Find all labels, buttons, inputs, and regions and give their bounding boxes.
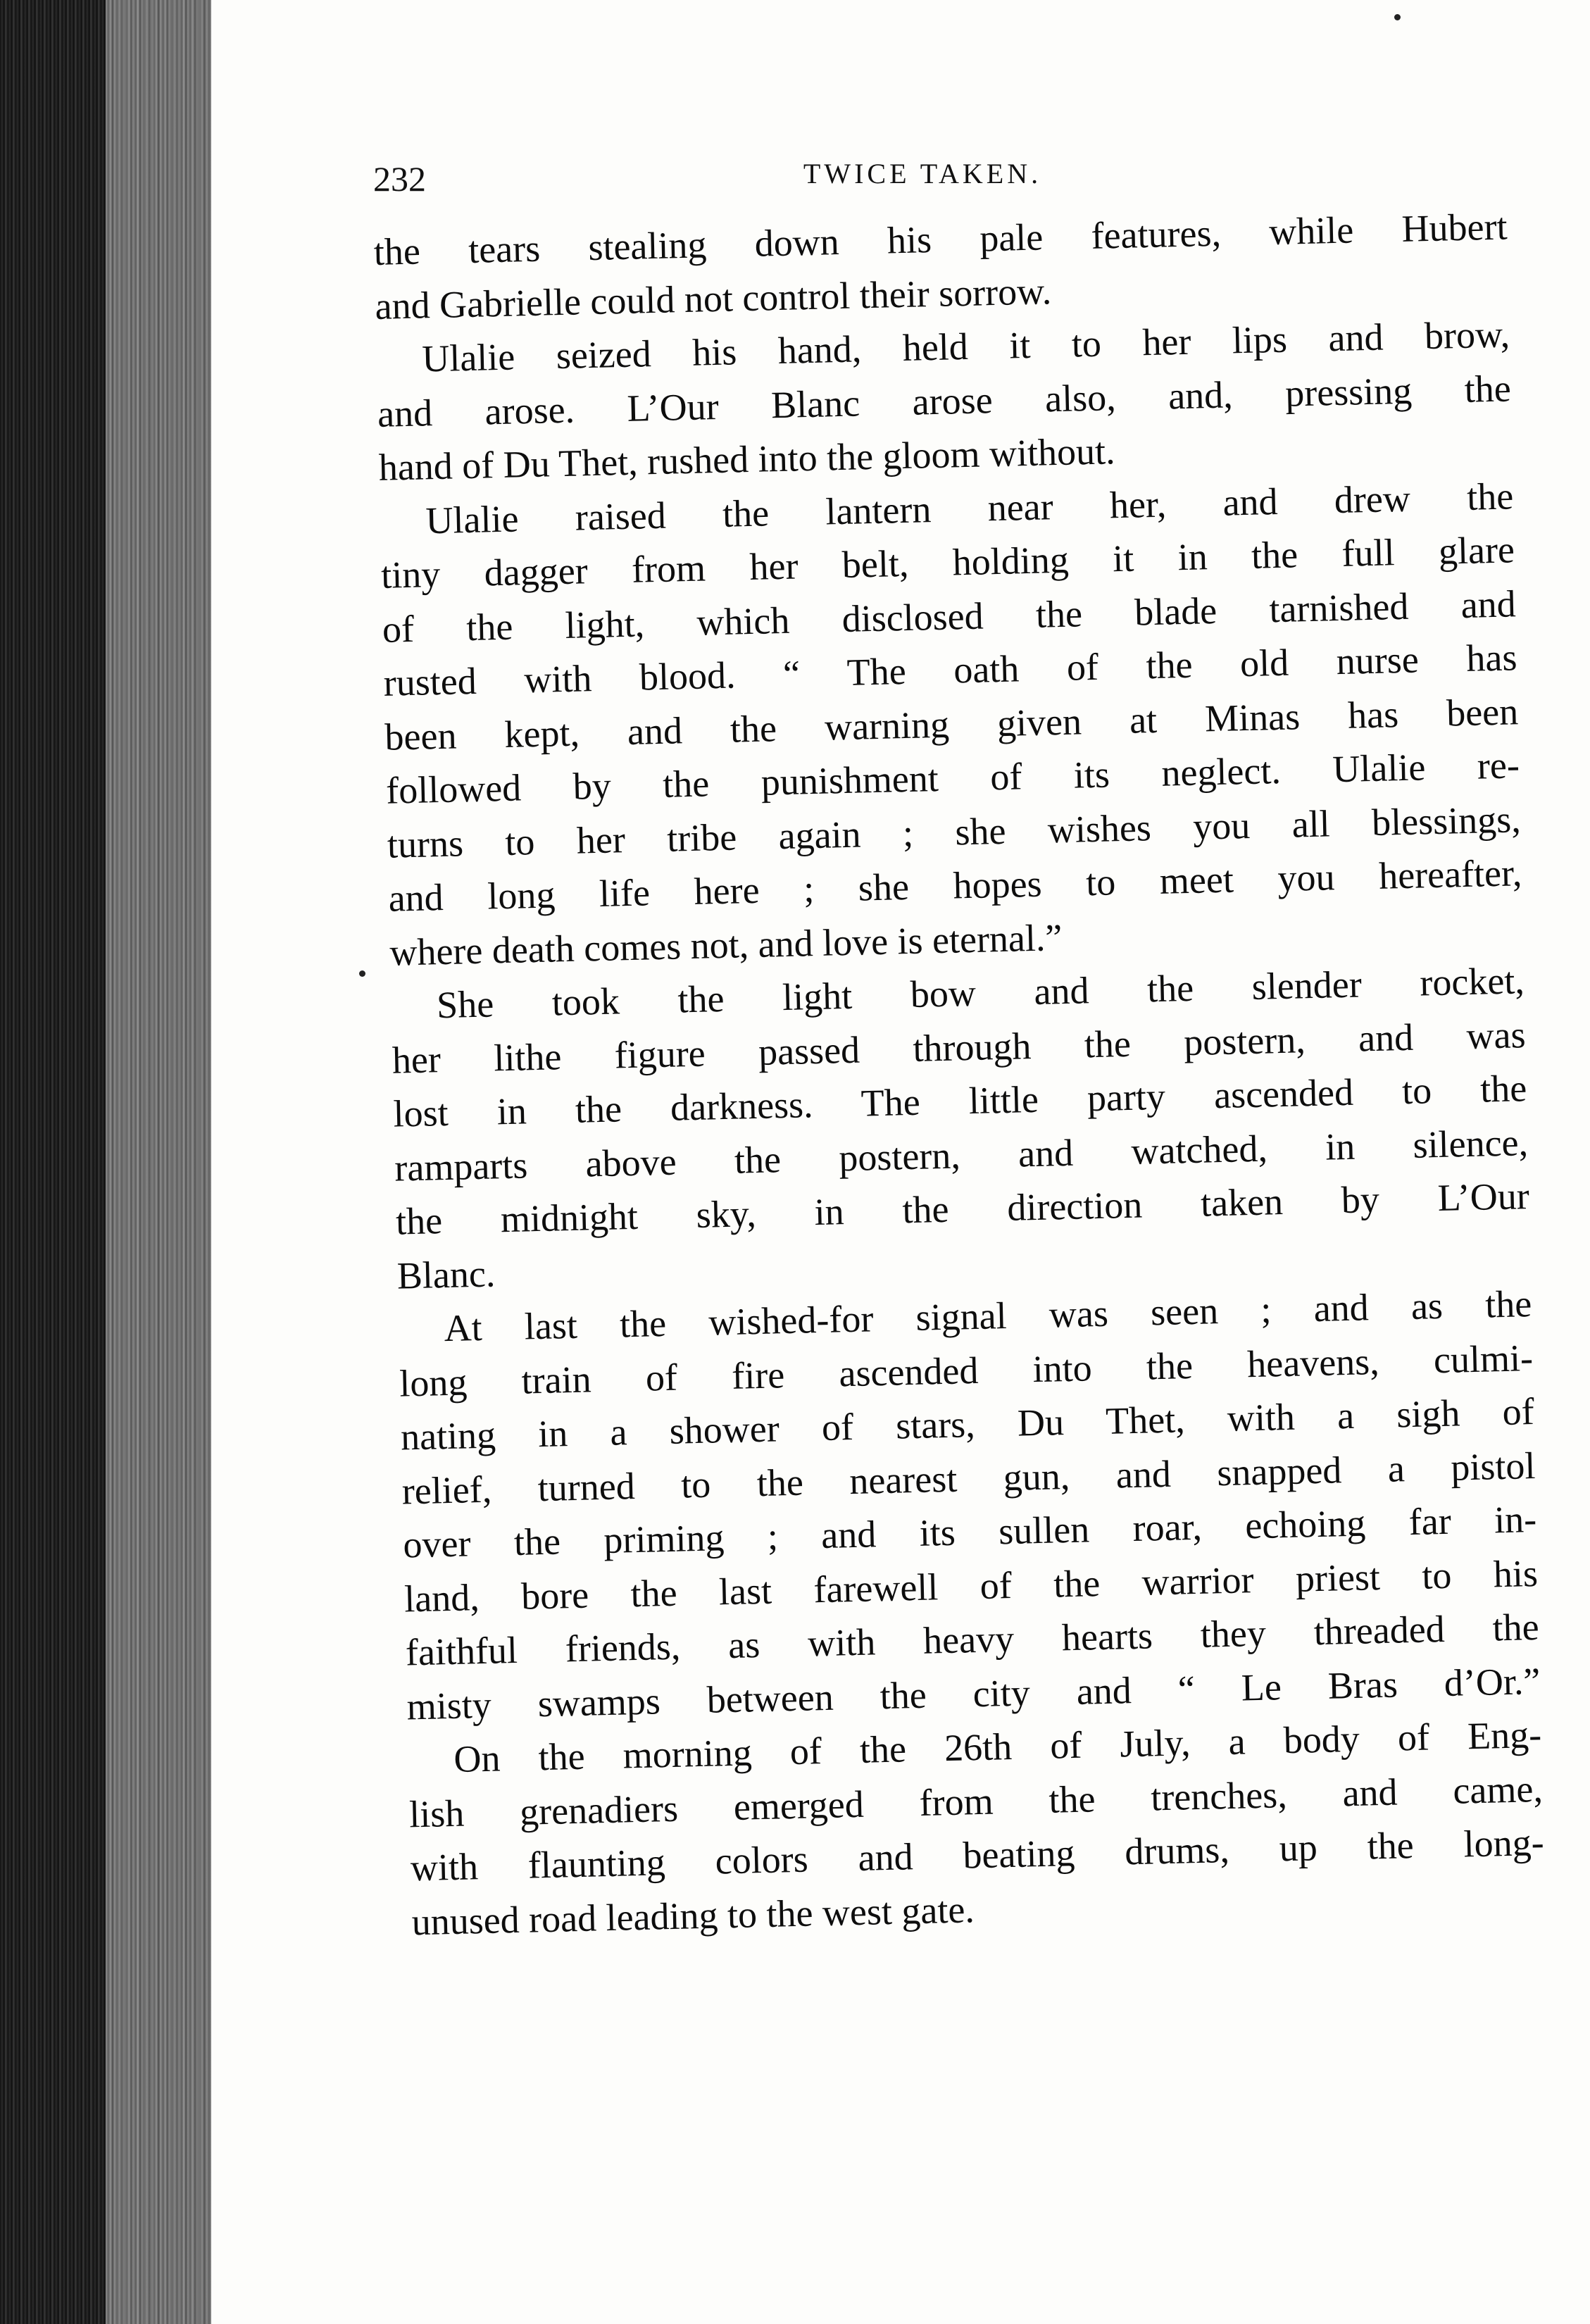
body-text	[373, 199, 1546, 1949]
text-line: where death comes not, and love is eternal.”	[389, 916, 1063, 974]
text-line: ramparts above the postern, and watched, in silence,	[394, 1120, 1529, 1189]
text-line: and Gabrielle could not control their sorrow.	[374, 269, 1052, 327]
text-line: her lithe figure passed through the postern, and was	[392, 1013, 1527, 1082]
text-line: with flaunting colors and beating drums, up the long-	[410, 1820, 1545, 1889]
text-line: Ulalie raised the lantern near her, and drew the	[425, 474, 1514, 542]
text-line: been kept, and the warning given at Minas has been	[384, 689, 1519, 758]
text-line: Blanc.	[396, 1251, 496, 1297]
speck	[1394, 14, 1401, 20]
text-line: rusted with blood. “ The oath of the old nurse has	[383, 636, 1518, 704]
text-line: land, bore the last farewell of the warrior priest to his	[403, 1551, 1539, 1620]
text-line: faithful friends, as with heavy hearts they threaded the	[405, 1605, 1540, 1674]
text-line: the tears stealing down his pale features, while Hubert	[373, 205, 1508, 273]
text-line: and arose. L’Our Blanc arose also, and, pressing the	[377, 366, 1512, 435]
text-line: long train of fire ascended into the heavens, culmi-	[399, 1336, 1534, 1405]
running-title: TWICE TAKEN.	[803, 158, 1042, 189]
text-line: At last the wished-for signal was seen ; and as the	[443, 1282, 1532, 1350]
book-page-edges-highlight	[106, 0, 218, 2324]
text-line: Ulalie seized his hand, held it to her lips and brow,	[421, 313, 1510, 380]
page-header	[373, 151, 1472, 208]
book-page	[211, 0, 1590, 2324]
page-number: 232	[373, 159, 426, 199]
text-line: lish grenadiers emerged from the trenches, and came,	[408, 1767, 1544, 1835]
text-line: She took the light bow and the slender rocket,	[436, 959, 1525, 1027]
text-line: On the morning of the 26th of July, a body of Eng-	[453, 1713, 1542, 1780]
speck	[359, 970, 365, 977]
text-line: over the priming ; and its sullen roar, echoing far in-	[402, 1497, 1537, 1566]
text-line: misty swamps between the city and “ Le Bras d’Or.”	[406, 1659, 1541, 1728]
text-line: turns to her tribe again ; she wishes you all blessings,	[387, 797, 1522, 866]
text-line: hand of Du Thet, rushed into the gloom without.	[378, 430, 1116, 489]
text-line: followed by the punishment of its neglect. Ulalie re-	[385, 744, 1520, 812]
text-line: nating in a shower of stars, Du Thet, with a sigh of	[400, 1390, 1535, 1458]
text-line: lost in the darkness. The little party ascended to the	[392, 1067, 1527, 1135]
text-line: and long life here ; she hopes to meet you hereafter,	[388, 851, 1522, 920]
text-line: tiny dagger from her belt, holding it in the full glare	[380, 528, 1515, 596]
text-line: relief, turned to the nearest gun, and snapped a pistol	[401, 1444, 1536, 1513]
text-line: unused road leading to the west gate.	[411, 1887, 975, 1943]
text-line: of the light, which disclosed the blade tarnished and	[382, 582, 1517, 651]
text-line: the midnight sky, in the direction taken by L’Our	[395, 1175, 1530, 1243]
